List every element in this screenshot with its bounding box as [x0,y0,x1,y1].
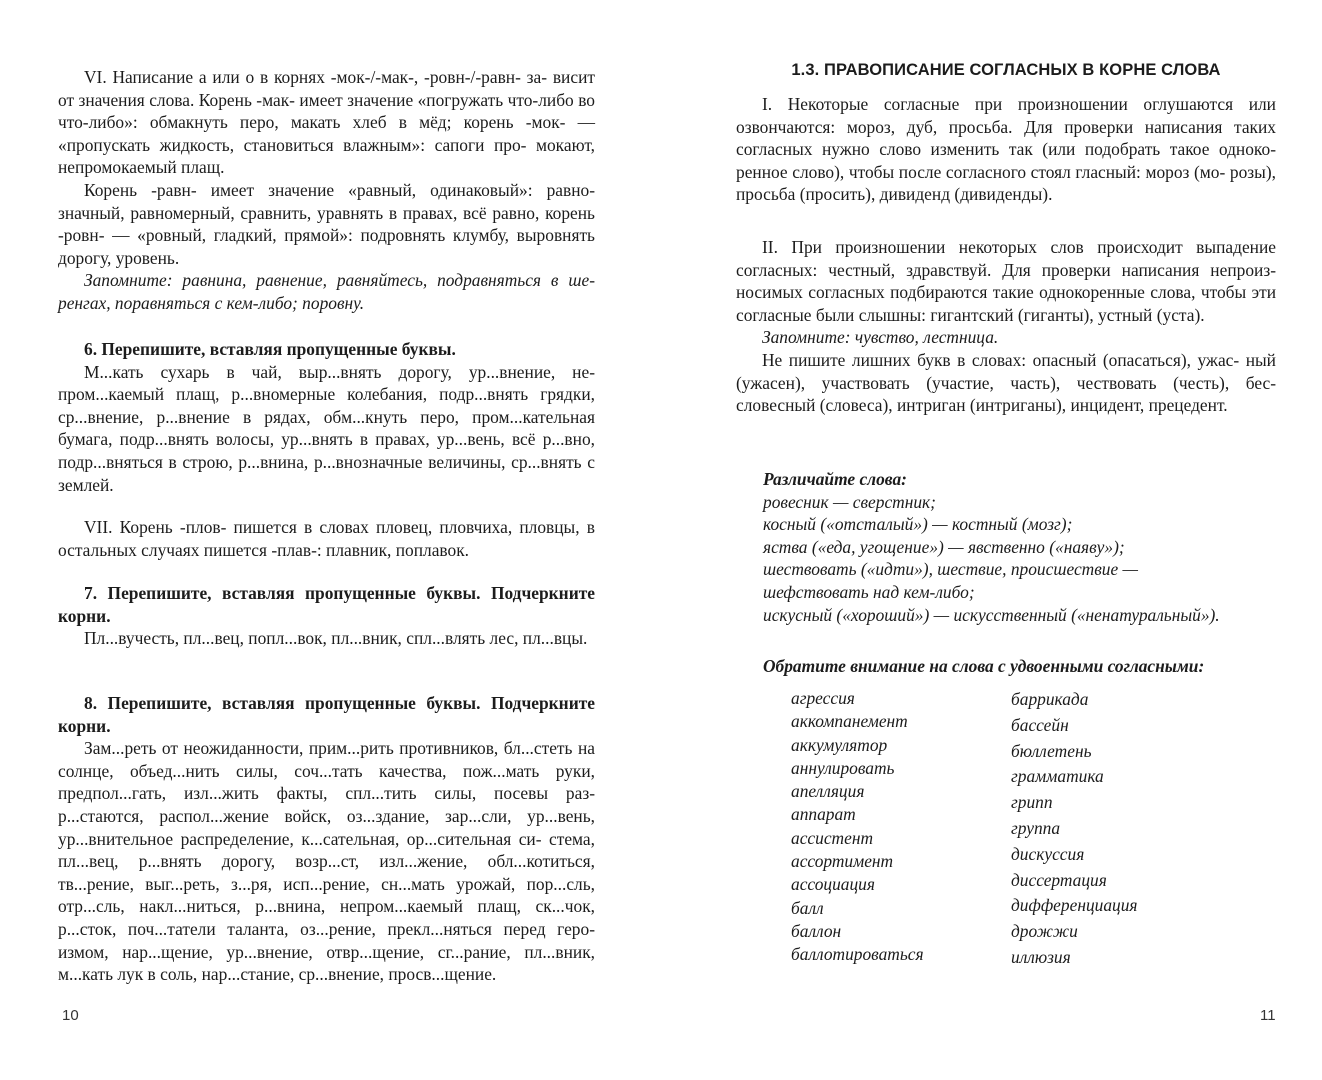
rule-6-paragraph [58,66,595,179]
distinguish-line: искусный («хороший») — искусственный («ненатуральный»). [763,604,1220,625]
word-item: аннулировать [791,757,895,778]
page-number-right: 11 [1260,1007,1276,1024]
text-line: озвончаются: мороз, дуб, просьба. Для проверки написания таких [736,116,1276,137]
rule-7-block [58,516,595,561]
word-item: аккумулятор [791,734,888,755]
text-line: корни. [58,715,111,736]
text-line: что-либо во что-либо»: обмакнуть перо, макать хлеб в мёд; корень [58,89,595,133]
text-line: выровнять дорогу, уровень. [58,225,595,268]
text-line: корень -ровн- — «ровный, гладкий, прямой»: подровнять клумбу, [58,202,595,246]
word-item: грамматика [1011,766,1104,787]
text-line: ср...внять с землей. [58,451,595,495]
word-item: баллон [791,920,842,941]
word-item: ассортимент [791,851,894,872]
word-item: апелляция [791,781,865,802]
distinguish-list [763,491,1276,627]
word-item: ассистент [791,827,874,848]
doubled-title: Обратите внимание на слова с удвоенными согласными: [763,656,1205,676]
text-line: предпол...гать, изл...жить факты, спл...тить силы, посевы раз- [58,783,595,804]
text-line: ренгах, поравняться с кем-либо; поровну. [58,292,365,313]
rule-1-paragraph [736,93,1276,206]
text-line: I. Некоторые согласные при произношении оглушаются или [762,94,1276,114]
rule-1-block [736,93,1276,206]
text-line: бумага, подр...внять волосы, ур...внять в правах, ур...вень, всё [58,429,536,450]
distinguish-line: шествовать («идти»), шествие, происшествие — [763,559,1138,580]
text-line: на солнце, объед...нить силы, соч...тать качества, пож...мать руки, [58,738,595,781]
distinguish-line: шефствовать над кем-либо; [763,581,975,602]
doubled-words-column-2 [1011,687,1211,971]
rule-2-block [736,236,1276,417]
exercise-8-text [58,737,595,986]
text-line: словесный (словеса), интриган (интриганы), инцидент, прецедент. [736,395,1228,416]
section-title: 1.3. ПРАВОПИСАНИЕ СОГЛАСНЫХ В КОРНЕ СЛОВА [791,61,1221,79]
rule-6-paragraph-2 [58,179,595,269]
rule-6-block [58,66,595,315]
word-item: баррикада [1011,689,1089,709]
word-item: дискуссия [1011,843,1085,864]
text-line: согласных нужно слово изменить так (или подобрать такое одноко- [736,139,1276,160]
text-line: 8. Перепишите, вставляя пропущенные буквы. Подчеркните [84,693,595,713]
text-line: м...кать лук в соль, нар...стание, ср...внение, просв...щение. [58,964,497,985]
text-line: ср...внение, р...внение в рядах, обм...кнуть перо, пром...кательная [58,406,595,427]
text-line: р...вно, подр...вняться в строю, р...внина, р...внозначные величины, [58,429,595,472]
text-line: (уста). [1156,304,1205,325]
page-number-left: 10 [62,1007,79,1024]
text-line: Запомните: равнина, равнение, равняйтесь, подравняться в ше- [84,270,595,291]
word-item: ассоциация [791,874,875,895]
rule-2-paragraph [736,236,1276,326]
word-item: диссертация [1011,869,1107,890]
word-item: группа [1011,817,1061,838]
text-line: VII. Корень -плов- пишется в словах пловец, пловчиха, пловцы, [84,517,580,537]
word-item: иллюзия [1011,946,1071,967]
text-line: розы), просьба (просить), дивиденд (дивиденды). [736,161,1276,205]
exercise-8-title [58,692,595,737]
text-line: -мок- — «пропускать жидкость, становиться влажным»: сапоги про- [58,112,595,155]
section-header [736,61,1276,80]
word-item: бюллетень [1011,740,1092,761]
text-line: измом, нар...щение, ур...внение, отвр...щение, сг...рание, пл...вник, [58,941,595,962]
exercise-7-title [58,582,595,627]
word-item: дрожжи [1011,921,1078,942]
doubled-words-column-1 [791,687,991,967]
rule-7-paragraph [58,516,595,561]
text-line: Пл...вучесть, пл...вец, попл...вок, пл...вник, спл...влять лес, [84,628,519,649]
text-line: стема, пл...вец, р...внять дорогу, возр...ст, изл...жение, обл...котиться, [58,828,595,872]
distinguish-line: яства («еда, угощение») — явственно («наяву»); [763,536,1125,557]
distinguish-line: косный («отсталый») — костный (мозг); [763,514,1073,535]
text-line: ренное слово), чтобы после согласного стоял гласный: мороз (мо- [736,161,1226,182]
text-line: мокают, непромокаемый плащ. [58,134,595,178]
word-item: балл [791,897,824,918]
exercise-8 [58,692,595,986]
exercise-6-title: 6. Перепишите, вставляя пропущенные буквы. [84,339,456,359]
text-line: 7. Перепишите, вставляя пропущенные буквы. Подчеркните [84,583,595,603]
text-line: пл...вцы. [522,628,588,649]
text-line: Корень -равн- имеет значение «равный, одинаковый»: равно- [84,179,595,200]
rule-6-remember [58,269,595,314]
word-item: аппарат [791,804,856,825]
text-line: эти согласные были слышны: гигантский (гиганты), устный [736,282,1276,325]
text-line: корни. [58,605,111,626]
text-line: пром...каемый плащ, р...вномерные колебания, подр...внять грядки, [58,384,595,405]
text-line: VI. Написание а или о в корнях -мок-/-мак-, -ровн-/-равн- за- [84,67,548,87]
text-line: тв...рение, выг...реть, з...ря, исп...рение, сн...мать урожай, пор...сль, [58,873,595,894]
text-line: р...стаются, распол...жение войск, оз...здание, зар...сли, ур...вень, [58,805,595,826]
exercise-7 [58,582,595,650]
text-line: М...кать сухарь в чай, выр...внять дорогу, ур...внение, не- [84,361,595,382]
text-line: висит от значения слова. Корень -мак- имеет значение «погружать [58,67,595,110]
word-item: дифференциация [1011,895,1138,916]
word-item: грипп [1011,792,1053,813]
text-line: значный, равномерный, сравнить, уравнять в правах, всё равно, [58,202,540,223]
exercise-6-text [58,361,595,497]
text-line: р...сток, поч...татели таланта, оз...рение, прекл...няться перед геро- [58,918,595,939]
exercise-7-text [58,627,595,650]
distinguish-title: Различайте слова: [763,469,907,489]
right-page [736,0,1276,1080]
text-line: отр...сль, накл...ниться, р...внина, непром...каемый плащ, ск...чок, [58,896,595,917]
text-line: ур...внительное распределение, к...сательная, ор...сительная си- [58,828,542,849]
rule-2-remember: Запомните: чувство, лестница. [762,327,999,348]
rule-2-extra [736,349,1276,417]
text-line: согласных: честный, здравствуй. Для проверки написания непроиз- [736,259,1276,280]
exercise-6 [58,338,595,496]
distinguish-block [736,468,1276,626]
word-item: аккомпанемент [791,711,908,732]
word-item: агрессия [791,688,855,708]
text-line: Не пишите лишних букв в словах: опасный (опасаться), ужас- [762,349,1240,370]
text-line: Зам...реть от неожиданности, прим...рить противников, бл...стеть [84,738,573,759]
doubled-consonants-block [736,655,1276,678]
text-line: II. При произношении некоторых слов происходит выпадение [762,237,1276,257]
text-line: носимых согласных подбираются такие однокоренные слова, чтобы [736,282,1247,303]
distinguish-line: ровесник — сверстник; [763,491,936,512]
text-line: в остальных случаях пишется -плав-: плавник, поплавок. [58,517,595,560]
left-page [58,0,595,1080]
word-item: баллотироваться [791,944,924,965]
word-item: бассейн [1011,714,1069,735]
text-line: ный (ужасен), участвовать (участие, часть), чествовать (честь), бес- [736,349,1276,393]
